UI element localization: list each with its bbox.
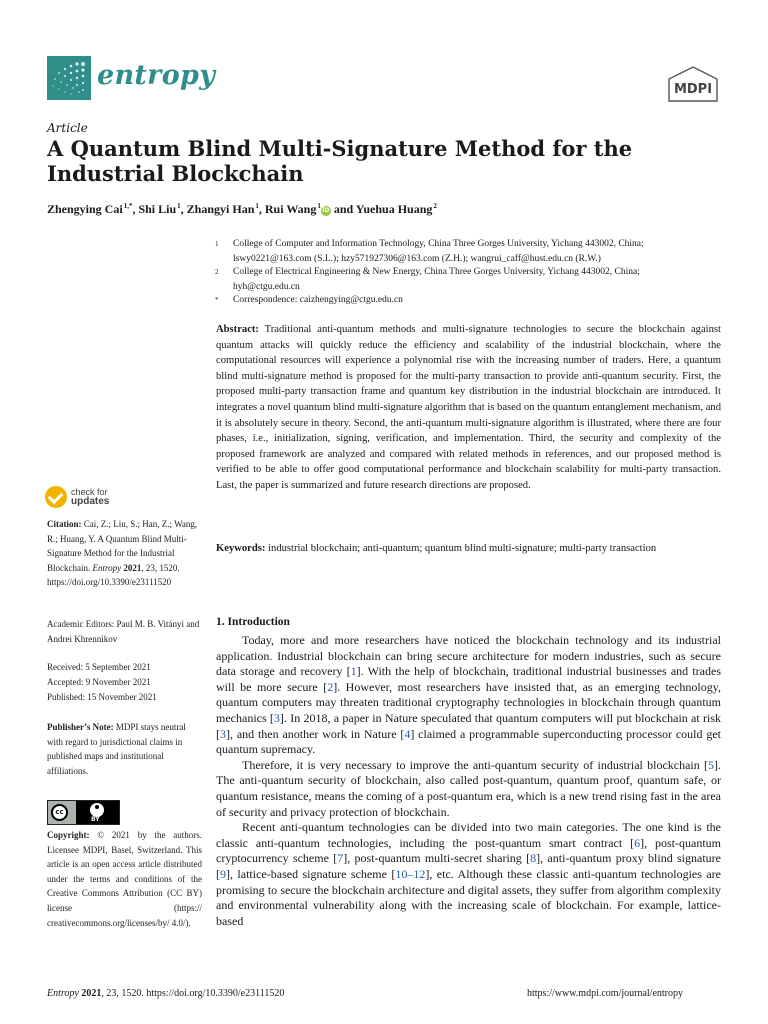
citation-link[interactable]: 9 [220,866,226,881]
author-affiliation-mark: 1,* [123,202,133,210]
body-paragraph [216,758,721,820]
date-received: Received: 5 September 2021 [47,662,151,672]
citation-link[interactable]: 3 [220,726,226,741]
section-body [216,633,721,929]
keywords-text: industrial blockchain; anti-quantum; quantum blind multi-signature; multi-party transaction [268,543,657,554]
citation-block [47,517,202,590]
mdpi-logo-icon [667,66,719,102]
article-type: Article [47,121,88,135]
abstract-label: Abstract: [216,324,259,335]
citation-link[interactable]: 4 [404,726,411,741]
footer-journal-url[interactable]: https://www.mdpi.com/journal/entropy [527,988,684,999]
body-paragraph [216,633,721,758]
body-text: Recent anti-quantum technologies can be divided into two main categories. The one kind is the classic anti-quantum technologies, including the post-quantum smart contract [ [216,820,721,850]
author-affiliation-mark: 1 [255,202,259,210]
body-text: ]. In 2018, a paper in Nature speculated that quantum computers will put blockchain at risk [ [216,710,722,741]
cc-by-license-badge[interactable] [47,800,120,825]
body-text: ], lattice-based signature scheme [ [226,866,396,881]
body-paragraph [216,820,721,929]
footer-journal: Entropy [47,988,79,999]
check-for-updates-line1: check for [71,487,108,497]
citation-link[interactable]: 1 [350,664,357,679]
journal-logo-icon [47,56,91,100]
citation-journal: Entropy [92,562,122,573]
citation-doi: , 23, 1520. https://doi.org/10.3390/e23111520 [47,562,180,588]
affiliation-mark: 1 [215,240,219,248]
citation-link[interactable]: 2 [327,679,334,694]
check-for-updates-icon [45,486,67,508]
keywords-label: Keywords: [216,543,266,554]
affiliation-mark: * [215,296,219,304]
date-accepted: Accepted: 9 November 2021 [47,677,151,687]
body-text: ] claimed a programmable superconducting processor could get quantum supremacy. [216,726,721,757]
copyright-block [47,828,202,930]
keywords [216,541,721,557]
section-heading: 1. Introduction [216,616,290,628]
author-list: Zhengying Cai $^{1,*}$, Shi Liu $^1$, Zhangyi Han $^1$, Rui Wang $^1$iD and Yuehua Huang $^2$ [47,202,437,216]
affiliation-line: hyh@ctgu.edu.cn [233,281,300,292]
author-affiliation-mark: 2 [433,202,437,210]
affiliation-1 [233,237,733,266]
check-for-updates-button[interactable] [45,484,135,510]
footer-year: 2021 [81,988,102,999]
check-for-updates-line2: updates [71,496,110,507]
author-name: Zhangyi Han [186,202,255,216]
citation-link[interactable]: 7 [337,851,344,866]
mdpi-logo-text: MDPI [673,82,713,97]
abstract [216,322,721,494]
footer-citation [47,988,284,999]
copyright-text: © 2021 by the authors. Licensee MDPI, Basel, Switzerland. This article is an open access article distributed under the terms and conditions of the Creative Commons Attribution (CC BY) license (https:// creativecommons.org/licenses/by/ 4.0/). [47,830,203,928]
author-affiliation-mark: 1 [317,202,321,210]
affiliation-mark: 2 [215,268,219,276]
author-affiliation-mark: 1 [177,202,181,210]
body-text: ]. The anti-quantum security of blockchain, also called post-quantum, quantum proof, quantum safe, or quantum resistance, means the coming of a post-quantum era, which is a new trend rising fast in the area of security and privacy protection of blockchain. [216,757,721,819]
by-block [76,801,119,824]
body-text: ], post-quantum cryptocurrency scheme [ [216,835,721,866]
paper-title: A Quantum Blind Multi-Signature Method for the Industrial Blockchain [47,136,633,186]
citation-link[interactable]: 5 [708,757,714,772]
author-name: Yuehua Huang [355,202,433,216]
authors-and: and [333,202,354,216]
citation-text: Cai, Z.; Liu, S.; Han, Z.; Wang, R.; Huang, Y. A Quantum Blind Multi-Signature Method for the Industrial Blockchain. [47,519,198,573]
date-published: Published: 15 November 2021 [47,692,157,702]
author-name: Shi Liu [138,202,177,216]
body-text: ], post-quantum multi-secret sharing [ [343,851,531,866]
body-text: Today, more and more researchers have noticed the blockchain technology and its industrial application. Industrial blockchain can bring secure architecture for modern industries, such as secure data storage and recovery [ [216,633,721,679]
publishers-note-label: Publisher’s Note: [47,722,114,732]
orcid-icon[interactable]: iD [322,207,330,214]
citation-link[interactable]: 8 [530,851,537,866]
affiliation-line: College of Computer and Information Technology, China Three Gorges University, Yichang 443002, China; [233,239,644,249]
citation-label: Citation: [47,519,82,529]
author-name: Rui Wang [264,202,317,216]
academic-editors: Academic Editors: Paul M. B. Vitányi and Andrei Khrennikov [47,619,200,644]
body-text: ], anti-quantum proxy blind signature [ [216,851,721,881]
affiliation-line: College of Electrical Engineering & New Energy, China Three Gorges University, Yichang 443002, China; [233,267,640,277]
citation-link[interactable]: 10–12 [395,866,426,881]
citation-link[interactable]: 6 [634,835,641,850]
journal-name: entropy [97,60,216,91]
copyright-label: Copyright: [47,830,90,840]
citation-year: 2021 [123,562,142,573]
body-text: Therefore, it is very necessary to improve the anti-quantum security of industrial blockchain [ [242,757,708,772]
footer-doi[interactable]: , 23, 1520. https://doi.org/10.3390/e23111520 [101,988,285,999]
publishers-note-text: MDPI stays neutral with regard to jurisdictional claims in published maps and institutional affiliations. [47,722,186,776]
author-name: Zhengying Cai [47,202,123,216]
affiliation-2 [233,265,733,294]
body-text: ]. With the help of blockchain, traditional industrial businesses and trades will be more secure [ [216,664,721,694]
abstract-text: Traditional anti-quantum methods and multi-signature technologies to secure the blockchain against quantum attacks will quickly reduce the efficiency and scalability of the industrial blockchain, where the computational resources will experience a polynomial rise with the increasing number of traders. Here, a quantum blind multi-signature method is proposed for the multi-party transaction to provide anti-quantum security. First, the proposed multi-party transaction frame and quantum key distribution in the industrial blockchain are introduced. It integrates a novel quantum blind multi-signature algorithm that is based on the quantum entanglement mechanism, and it is absolutely secure in theory. Second, the anti-quantum multi-signature algorithm is illustrated, where there are four phases, i.e., initialization, signing, verification, and implementation. Third, the security and complexity of the proposed framework are analyzed and compared with related methods in references, and our proposed method is verified to be able to offer good computational performance and blockchain scalability for multi-party transaction. Last, the paper is summarized and future research directions are proposed. [216,324,721,491]
citation-link[interactable]: 3 [273,710,280,725]
body-text: ], etc. Although these classic anti-quantum technologies are promising to secure the blockchain architecture and digital assets, they suffer from algorithm complexity and environmental vulnerability along with the increasing scale of blockchain. For example, lattice-based [216,866,721,928]
body-text: ]. However, most researchers have insisted that, as an emerging technology, quantum computers may threaten traditional cryptography technologies in blockchain through quantum mechanics [ [216,679,721,725]
publishers-note [47,720,202,778]
affiliation-line: Correspondence: caizhengying@ctgu.edu.cn [233,295,403,305]
body-text: ], and then another work in Nature [ [226,726,405,741]
correspondence [233,293,733,308]
affiliation-line: lswy0221@163.com (S.L.); hzy571927306@163.com (Z.H.); wangrui_caff@hust.edu.cn (R.W.) [233,253,601,264]
attribution-person-icon [90,803,104,817]
cc-icon: cc [51,804,68,821]
by-label: BY [91,816,100,823]
